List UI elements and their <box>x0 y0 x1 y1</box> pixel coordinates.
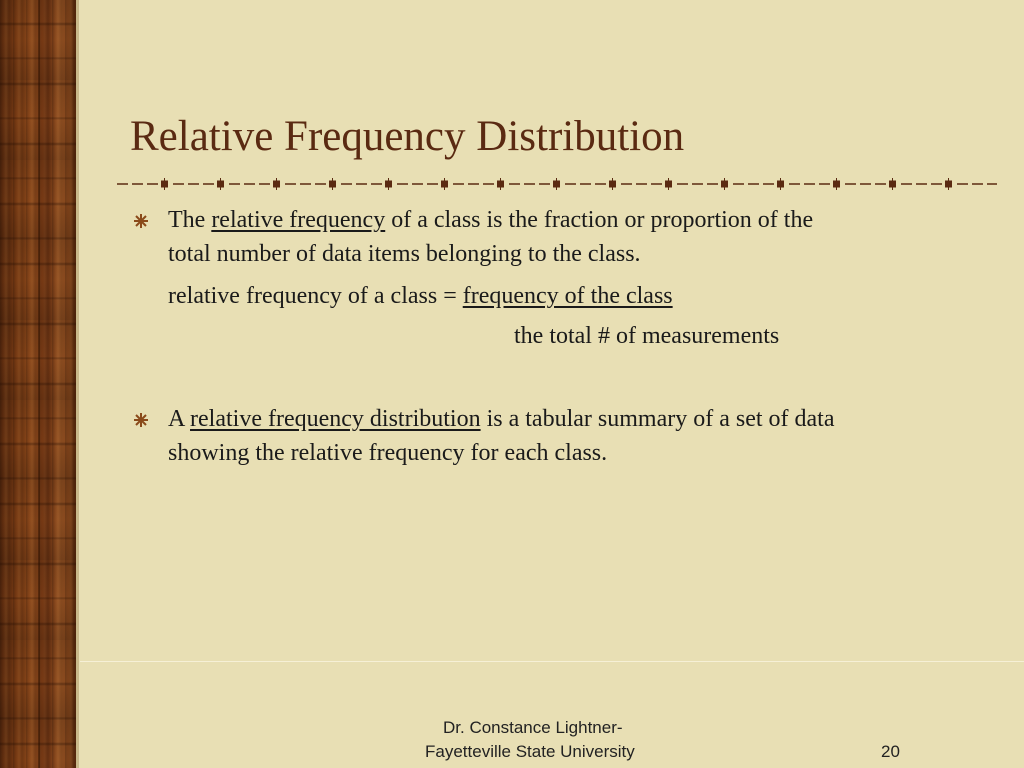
bullet1-prefix: The <box>168 207 212 233</box>
bullet1-line2: total number of data items belonging to the class. <box>168 241 641 267</box>
sparkle-bullet-icon <box>133 213 149 229</box>
wood-border <box>0 0 76 768</box>
bullet1-line1 <box>168 207 813 234</box>
footer-divider <box>80 661 1024 662</box>
slide-title: Relative Frequency Distribution <box>130 113 685 160</box>
relative-frequency-distribution-term: relative frequency distribution <box>190 406 481 432</box>
formula-denominator: the total # of measurements <box>514 323 780 349</box>
bullet2-suffix: is a tabular summary of a set of data <box>480 406 835 432</box>
bullet2-line1 <box>168 406 834 433</box>
page-number: 20 <box>881 742 900 761</box>
border-edge <box>76 0 79 768</box>
formula-numerator: frequency of the class <box>462 283 673 309</box>
relative-frequency-term: relative frequency <box>211 207 386 233</box>
footer-author-line1: Dr. Constance Lightner- <box>443 718 623 737</box>
title-divider <box>117 177 997 191</box>
bullet2-prefix: A <box>168 406 191 432</box>
bullet1-suffix: of a class is the fraction or proportion of the <box>385 207 814 233</box>
formula-lhs: relative frequency of a class = <box>168 283 463 309</box>
footer-author-line2: Fayetteville State University <box>425 742 635 761</box>
formula-line <box>168 283 673 310</box>
sparkle-bullet-icon <box>133 412 149 428</box>
bullet2-line2: showing the relative frequency for each class. <box>168 440 608 466</box>
